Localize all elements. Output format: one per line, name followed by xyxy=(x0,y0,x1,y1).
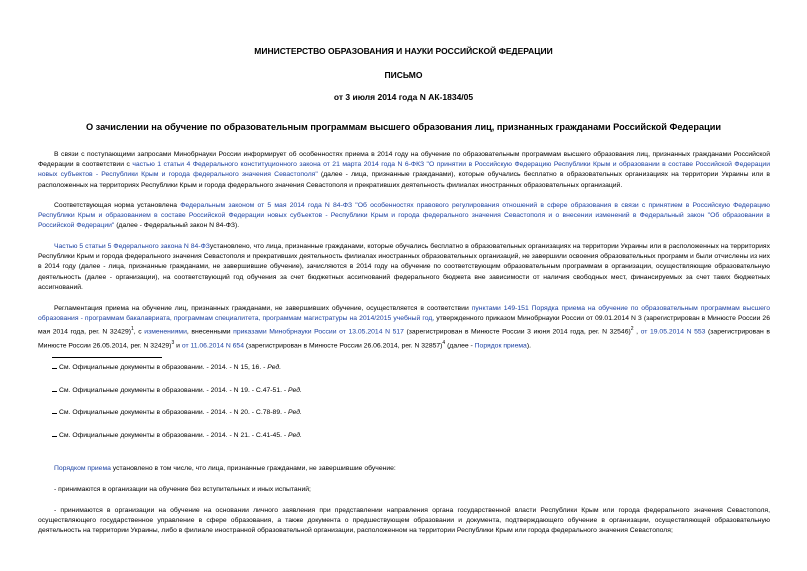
p4-text-c: , с xyxy=(133,328,145,336)
footnote-2-ed: Ред. xyxy=(288,387,302,394)
footnote-1 xyxy=(52,363,281,373)
footnote-2-text: См. Официальные документы в образовании. - 2014. - N 19. - С.47-51. - xyxy=(59,387,289,394)
paragraph-4 xyxy=(38,304,770,351)
document-type: ПИСЬМО xyxy=(384,70,423,80)
paragraph-2 xyxy=(38,201,770,232)
paragraph-3 xyxy=(38,242,770,293)
p4-text-h: и xyxy=(174,342,182,350)
document-number: от 3 июля 2014 года N АК-1834/05 xyxy=(333,92,474,102)
footnote-4-text: См. Официальные документы в образовании. - 2014. - N 21. - С.41-45. - xyxy=(59,432,289,439)
link-amendments[interactable]: изменениями xyxy=(144,328,187,336)
link-part-5-article-5[interactable]: Частью 5 статьи 5 Федерального закона N 84-ФЗ xyxy=(54,243,210,250)
footnote-ref-1: 1 xyxy=(131,326,134,333)
footnote-ref-4: 4 xyxy=(442,339,446,346)
p4-text-d: , внесенными xyxy=(186,328,234,336)
link-order-654[interactable]: от 11.06.2014 N 654 xyxy=(181,342,244,350)
footnote-separator xyxy=(52,357,162,358)
footnote-2 xyxy=(52,386,302,396)
link-fz-84[interactable]: Федеральным законом от 5 мая 2014 года N 84-ФЗ "Об особенностях правового регулирования отношений в сфере образования в связи с принятием в Российскую Федерацию Республики Крым и образованием в составе Российской Федерации новых субъектов - Республики Крым и города федерального значения Севастополя и о внесении изменений в Федеральный закон "Об образовании в Российской Федерации" xyxy=(38,202,770,230)
p3-text-b: установлено, что лица, признанные гражданами, которые обучались бесплатно в образовательных организациях на территории Украины или в расположенных на территориях Республики Крым и города федерального значения Севастополя и прекративших деятельность филиалах иностранных образовательных организаций, не завершили освоения образовательных программ и были отчислены из них в 2014 году (далее - лица, признанные гражданами, не завершившие обучение), зачисляются в 2014 году на обучение по соответствующим образовательным программам в организации, осуществляющие образовательную деятельность (далее - организации), на соответствующий год обучения за счет бюджетных ассигнований федерального бюджета вне зависимости от наличия свободных мест, финансируемых за счет таких бюджетных ассигнований. xyxy=(38,243,770,291)
p1-text-b: (далее - лица, признанные гражданами), которые обучались бесплатно в образовательных организациях на территории Украины или в расположенных на территориях Республики Крым и города федерального значения Севастополя и прекративших деятельность филиалах иностранных образовательных организаций. xyxy=(38,171,770,189)
link-order-items-149-151[interactable]: пунктами 149-151 Порядка приема на обучение по образовательным программам высшего образования - программам бакалавриата, программам специалитета, программам магистратуры на 2014/2015 учебный год, xyxy=(38,305,770,323)
ministry-header: МИНИСТЕРСТВО ОБРАЗОВАНИЯ И НАУКИ РОССИЙСКОЙ ФЕДЕРАЦИИ xyxy=(254,46,553,56)
document-title: О зачислении на обучение по образовательным программам высшего образования лиц, признанных гражданами Российской Федерации xyxy=(85,122,722,132)
p4-text-g: (зарегистрирован в Минюсте России 26.05.2014, рег. N 32429) xyxy=(38,328,770,350)
p4-text-i: (зарегистрирован в Минюсте России 26.06.2014, рег. N 32857) xyxy=(243,342,443,350)
footnote-1-text: См. Официальные документы в образовании. - 2014. - N 15, 16. - xyxy=(59,364,268,371)
paragraph-7: - принимаются в организации на обучение на основании личного заявления при представлении направления органа государственной власти Республики Крым или города федерального значения Севастополя, осуществляющего государственное управление в сфере образования, а также документа о предшествующем образовании и документа, подтверждающего обучение в организации, осуществляющей образовательную деятельность на территории Украины, либо в филиале иностранной образовательной организации, расположенном на территории Республики Крым или города федерального значения Севастополя; xyxy=(38,507,770,535)
p4-text-e: (зарегистрирован в Минюсте России 3 июня 2014 года, рег. N 32546) xyxy=(403,328,631,336)
footnote-marker xyxy=(52,363,57,369)
footnote-3-text: См. Официальные документы в образовании. - 2014. - N 20. - С.78-89. - xyxy=(59,409,289,416)
link-fkz-6[interactable]: частью 1 статьи 4 Федерального конституционного закона от 21 марта 2014 года N 6-ФКЗ "О принятии в Российскую Федерацию Республики Крым и образовании в составе Российской Федерации новых субъектов - Республики Крым и города федерального значения Севастополя" xyxy=(38,161,770,179)
footnote-1-ed: Ред. xyxy=(267,364,282,371)
p4-text-b: утвержденного приказом Минобрнауки России от 09.01.2014 N 3 (зарегистрирован в Минюсте России 26 мая 2014 года, рег. N 32429) xyxy=(38,315,770,336)
p2-text-b: (далее - Федеральный закон N 84-ФЗ). xyxy=(114,222,240,230)
footnote-marker xyxy=(52,408,57,414)
p4-text-a: Регламентация приема на обучение лиц, признанных гражданами, не завершивших обучение, осуществляется в соответствии xyxy=(54,305,472,312)
p2-text-a: Соответствующая норма установлена xyxy=(54,202,181,209)
p5-text-b: установлено в том числе, что лица, признанные гражданами, не завершившие обучение: xyxy=(110,465,396,472)
link-order-553[interactable]: от 19.05.2014 N 553 xyxy=(640,328,706,336)
p4-text-j: (далее - xyxy=(445,342,475,350)
link-order-517[interactable]: приказами Минобрнауки России от 13.05.2014 N 517 xyxy=(233,328,404,336)
paragraph-1 xyxy=(38,150,770,191)
footnote-ref-2: 2 xyxy=(630,326,634,333)
link-admission-procedure[interactable]: Порядок приема xyxy=(474,342,527,350)
footnote-4 xyxy=(52,431,302,441)
footnote-3 xyxy=(52,408,302,418)
p1-text-a: В связи с поступающими запросами Минобрнауки России информирует об особенностях приема в 2014 году на обучение по образовательным программам высшего образования лиц, признанных гражданами Российской Федерации в соответствии с xyxy=(38,151,770,169)
footnote-3-ed: Ред. xyxy=(288,409,302,416)
footnote-marker xyxy=(52,386,57,392)
paragraph-6: - принимаются в организации на обучение без вступительных и иных испытаний; xyxy=(54,486,311,493)
footnote-ref-3: 3 xyxy=(171,339,175,346)
footnote-marker xyxy=(52,431,57,437)
link-admission-procedure-2[interactable]: Порядком приема xyxy=(54,465,111,472)
paragraph-5 xyxy=(54,464,770,474)
footnote-4-ed: Ред. xyxy=(288,432,302,439)
p4-text-f: , xyxy=(633,328,641,336)
p4-text-k: ). xyxy=(526,342,531,350)
